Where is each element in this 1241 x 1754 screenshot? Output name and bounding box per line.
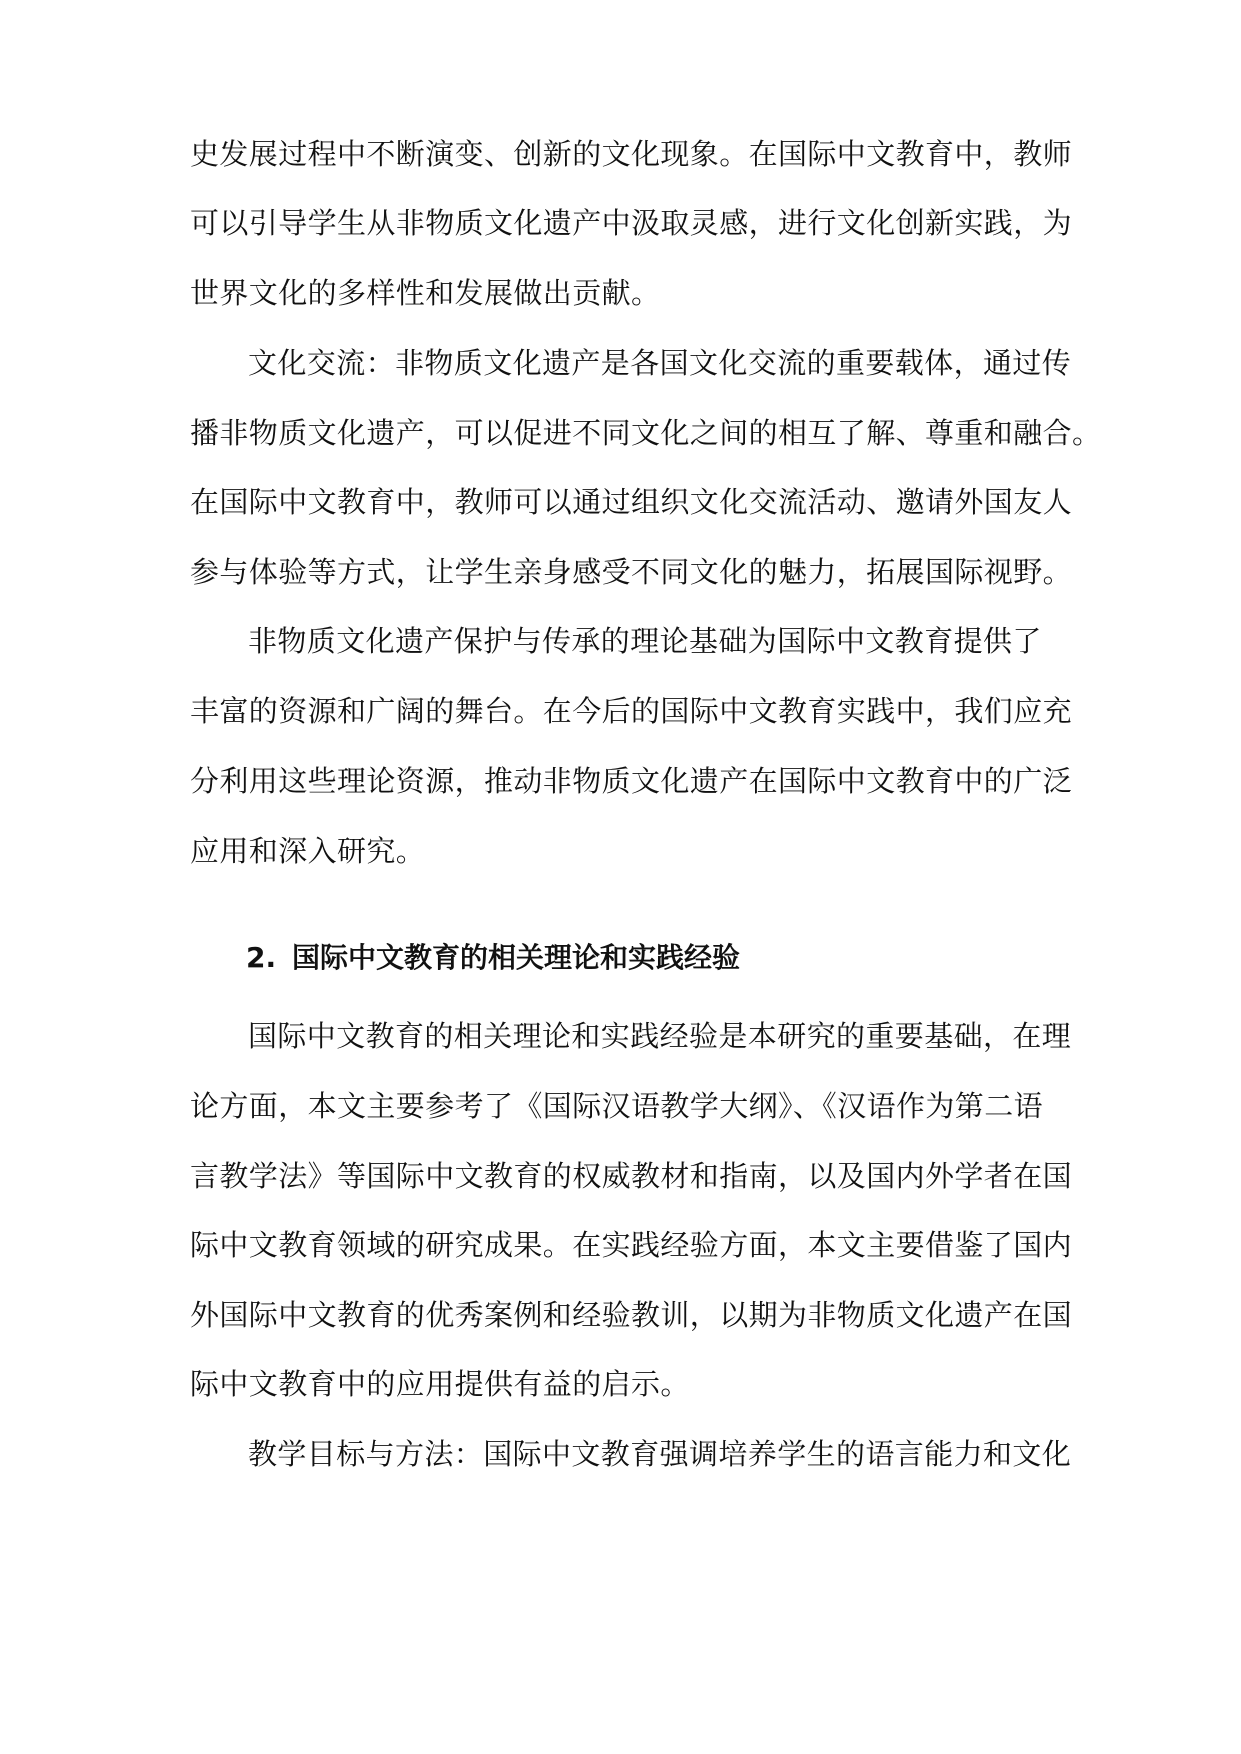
- section-number: 2.: [246, 941, 277, 974]
- paragraph-line: 国际中文教育的相关理论和实践经验是本研究的重要基础，在理: [248, 1019, 1072, 1053]
- paragraph-line: 文化交流：非物质文化遗产是各国文化交流的重要载体，通过传: [248, 346, 1072, 380]
- paragraph-line: 应用和深入研究。: [190, 834, 426, 868]
- paragraph-line: 教学目标与方法：国际中文教育强调培养学生的语言能力和文化: [248, 1437, 1072, 1471]
- paragraph-line: 论方面，本文主要参考了《国际汉语教学大纲》、《汉语作为第二语: [190, 1089, 1044, 1123]
- paragraph-line: 外国际中文教育的优秀案例和经验教训，以期为非物质文化遗产在国: [190, 1298, 1073, 1332]
- paragraph-line: 际中文教育领域的研究成果。在实践经验方面，本文主要借鉴了国内: [190, 1228, 1073, 1262]
- paragraph-line: 非物质文化遗产保护与传承的理论基础为国际中文教育提供了: [248, 624, 1042, 658]
- section-heading: [246, 938, 740, 978]
- paragraph-line: 际中文教育中的应用提供有益的启示。: [190, 1367, 690, 1401]
- paragraph-line: 史发展过程中不断演变、创新的文化现象。在国际中文教育中，教师: [190, 137, 1073, 171]
- paragraph-line: 可以引导学生从非物质文化遗产中汲取灵感，进行文化创新实践，为: [190, 206, 1073, 240]
- paragraph-line: 分利用这些理论资源，推动非物质文化遗产在国际中文教育中的广泛: [190, 764, 1073, 798]
- paragraph-line: 参与体验等方式，让学生亲身感受不同文化的魅力，拓展国际视野。: [190, 555, 1073, 589]
- paragraph-line: 丰富的资源和广阔的舞台。在今后的国际中文教育实践中，我们应充: [190, 694, 1073, 728]
- paragraph-line: 播非物质文化遗产，可以促进不同文化之间的相互了解、尊重和融合。: [190, 416, 1102, 450]
- paragraph-line: 世界文化的多样性和发展做出贡献。: [190, 276, 661, 310]
- section-title: 国际中文教育的相关理论和实践经验: [292, 941, 741, 974]
- paragraph-line: 言教学法》等国际中文教育的权威教材和指南，以及国内外学者在国: [190, 1159, 1073, 1193]
- paragraph-line: 在国际中文教育中，教师可以通过组织文化交流活动、邀请外国友人: [190, 485, 1073, 519]
